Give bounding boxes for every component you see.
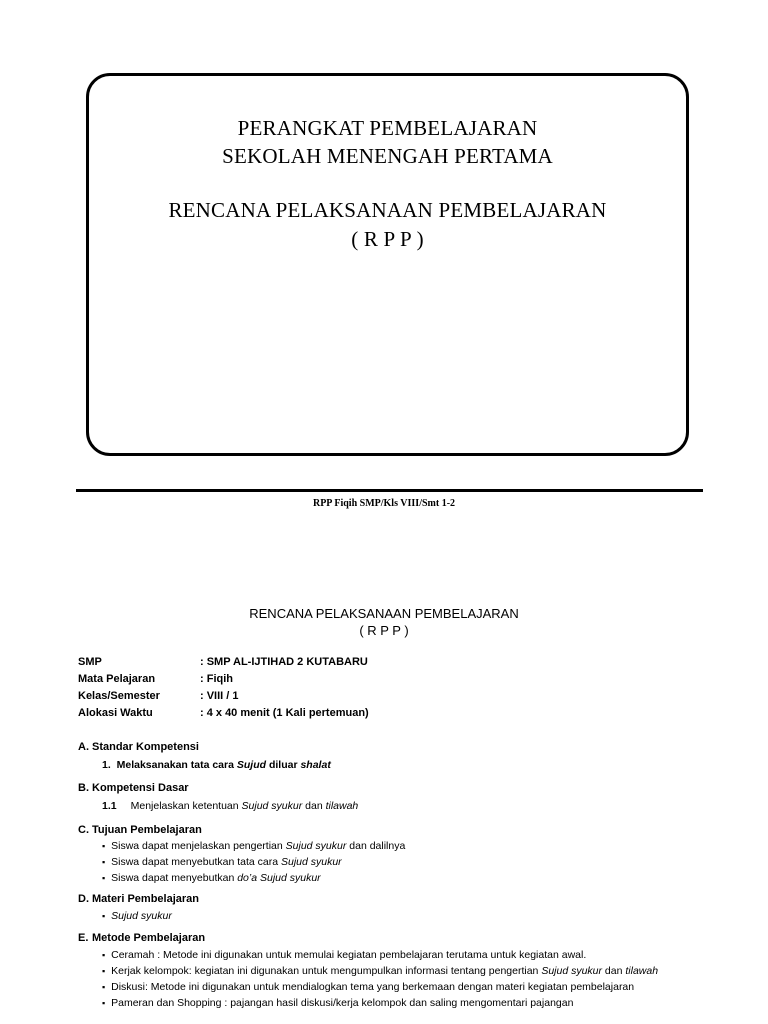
identity-label: SMP <box>78 656 102 668</box>
identity-label: Alokasi Waktu <box>78 707 153 719</box>
list-item: ▪ Kerjak kelompok: kegiatan ini digunakan untuk mengumpulkan informasi tentang pengertian Sujud syukur dan tilawah <box>102 965 658 977</box>
list-item: ▪ Diskusi: Metode ini digunakan untuk mendialogkan tema yang berkemaan dengan materi kegiatan pembelajaran <box>102 981 634 993</box>
document-title-line-2: ( R P P ) <box>359 623 409 638</box>
identity-label: Mata Pelajaran <box>78 673 156 685</box>
identity-value: : SMP AL-IJTIHAD 2 KUTABARU <box>200 656 368 668</box>
identity-value: : Fiqih <box>200 673 233 685</box>
section-heading-d: D. Materi Pembelajaran <box>78 893 199 905</box>
cover-title-line-2: SEKOLAH MENENGAH PERTAMA <box>222 144 553 168</box>
cover-title-line-4: ( R P P ) <box>351 227 424 251</box>
list-item: ▪ Siswa dapat menyebutkan do’a Sujud syukur <box>102 872 321 884</box>
list-item: ▪ Siswa dapat menjelaskan pengertian Sujud syukur dan dalilnya <box>102 840 405 852</box>
list-item: ▪ Siswa dapat menyebutkan tata cara Sujud syukur <box>102 856 342 868</box>
cover-title-line-3: RENCANA PELAKSANAAN PEMBELAJARAN <box>168 198 607 222</box>
list-item: ▪ Pameran dan Shopping : pajangan hasil diskusi/kerja kelompok dan saling mengomentari pajangan <box>102 997 573 1009</box>
page-divider <box>76 489 703 492</box>
list-item: ▪ Sujud syukur <box>102 910 172 922</box>
list-item: ▪ Ceramah : Metode ini digunakan untuk memulai kegiatan pembelajaran terutama untuk kegiatan awal. <box>102 949 586 961</box>
identity-label: Kelas/Semester <box>78 690 160 702</box>
standar-kompetensi-item: 1. Melaksanakan tata cara Sujud diluar shalat <box>102 759 331 771</box>
cover-box <box>86 73 689 456</box>
section-heading-c: C. Tujuan Pembelajaran <box>78 824 202 836</box>
section-heading-a: A. Standar Kompetensi <box>78 741 199 753</box>
cover-title-line-1: PERANGKAT PEMBELAJARAN <box>237 116 538 140</box>
running-header: RPP Fiqih SMP/Kls VIII/Smt 1-2 <box>312 498 456 509</box>
section-heading-e: E. Metode Pembelajaran <box>78 932 206 944</box>
document-title-line-1: RENCANA PELAKSANAAN PEMBELAJARAN <box>249 606 519 621</box>
identity-value: : VIII / 1 <box>200 690 239 702</box>
section-heading-b: B. Kompetensi Dasar <box>78 782 189 794</box>
identity-value: : 4 x 40 menit (1 Kali pertemuan) <box>200 707 369 719</box>
kompetensi-dasar-item: 1.1 Menjelaskan ketentuan Sujud syukur dan tilawah <box>102 800 359 812</box>
